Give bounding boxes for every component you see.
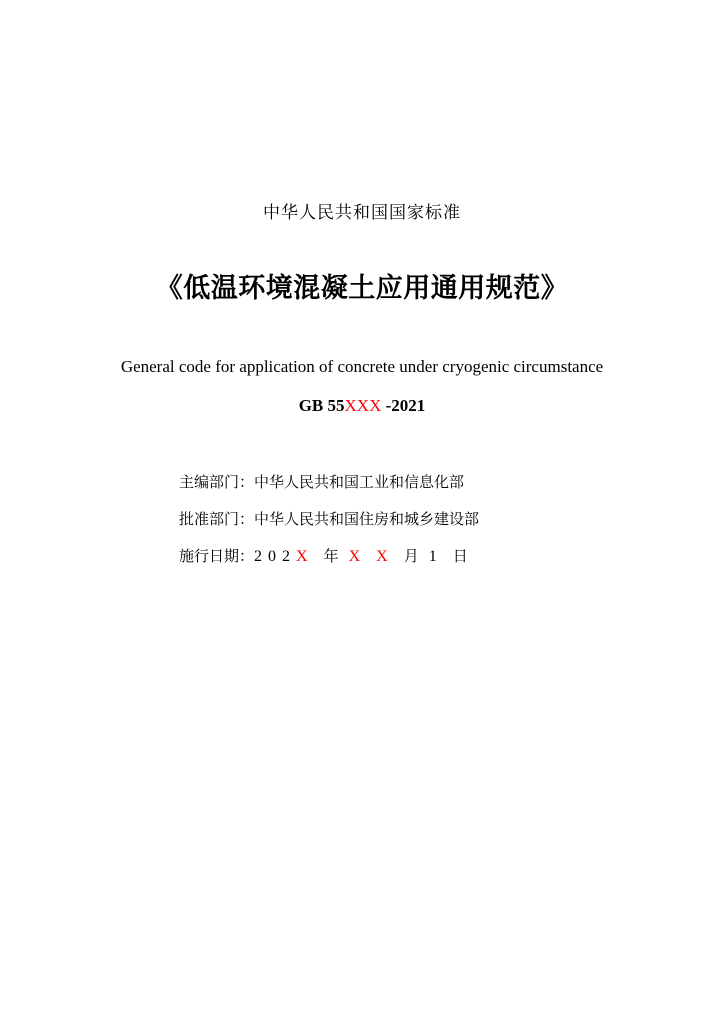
date-year-fixed: 202 [254, 548, 297, 565]
code-number-suffix: -2021 [381, 396, 426, 415]
standard-category: 中华人民共和国国家标准 [263, 203, 461, 223]
code-title: 《低温环境混凝土应用通用规范》 [155, 273, 569, 304]
day-unit: 日 [452, 547, 468, 565]
date-month-placeholder: X X [348, 548, 394, 565]
code-number [0, 396, 724, 416]
approver-line [179, 508, 479, 545]
code-number-placeholder: XXX [344, 396, 382, 415]
info-block [179, 471, 479, 582]
editor-value: 中华人民共和国工业和信息化部 [254, 473, 465, 491]
editor-line [179, 471, 479, 508]
code-number-prefix: GB 55 [298, 396, 345, 415]
date-day: 1 [428, 548, 443, 565]
date-line [179, 545, 479, 582]
editor-label: 主编部门： [179, 473, 255, 491]
year-unit: 年 [323, 547, 339, 565]
approver-value: 中华人民共和国住房和城乡建设部 [254, 510, 480, 528]
approver-label: 批准部门： [179, 510, 255, 528]
date-year-placeholder: X [296, 548, 314, 565]
date-label: 施行日期： [179, 547, 255, 565]
month-unit: 月 [403, 547, 419, 565]
english-title: General code for application of concrete under cryogenic circumstance [120, 357, 604, 376]
